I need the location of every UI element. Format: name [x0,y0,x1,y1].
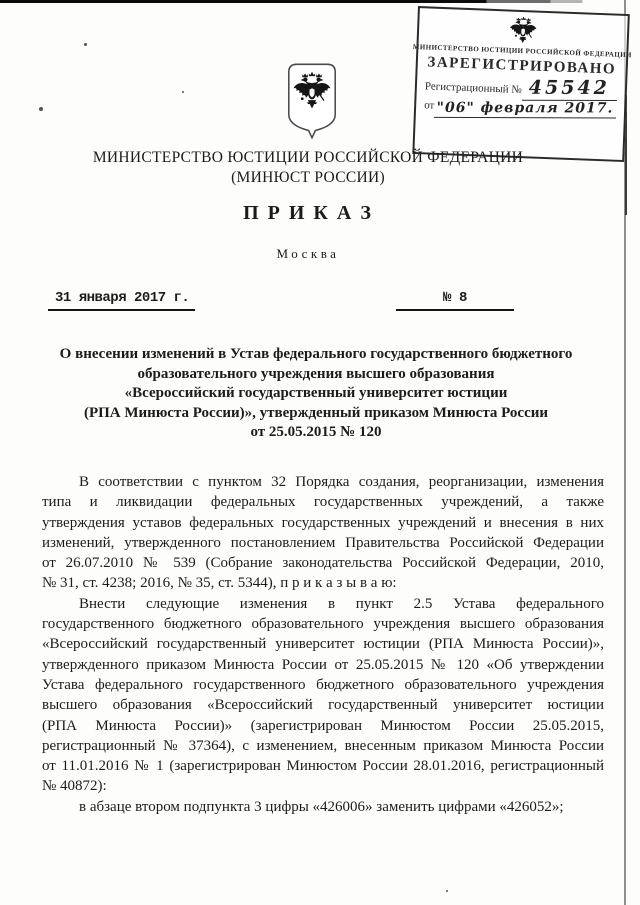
order-subject-title [8,345,624,443]
body-line: «Всероссийский государственный университет юстиции (РПА Минюста России)», [42,636,604,653]
scan-speck [84,43,87,46]
body-line: Устава федерального государственного бюджетного образовательного учреждения [42,676,604,693]
document-number: № 8 [396,290,514,311]
title-line: от 25.05.2015 № 120 [250,424,382,440]
document-type-heading: П Р И К А З [243,202,373,224]
body-line: от 11.01.2016 № 1 (зарегистрирован Минюстом России 28.01.2016, регистрационный [42,758,604,775]
body-line: (РПА Минюста России)» (зарегистрирован Минюстом России 25.05.2015, [42,717,604,734]
city-line: Москва [276,246,340,261]
title-line: «Всероссийский государственный университет юстиции [124,385,508,401]
stamp-registered-label: ЗАРЕГИСТРИРОВАНО [427,54,617,78]
stamp-date-row [416,97,624,122]
scan-speck [446,890,448,892]
stamp-date-prefix: от [423,99,435,112]
body-line: типа и ликвидации федеральных государственных учреждений, а также [42,494,604,511]
registration-stamp [412,6,630,162]
ministry-short-name: (МИНЮСТ РОССИИ) [231,169,385,186]
body-line: утверждения уставов федеральных государственных учреждений и внесения в них [42,514,604,531]
stamp-eagle-icon [503,14,544,46]
stamp-reg-number-value: 45542 [522,79,617,101]
body-line: регистрационный № 37364), с изменением, внесенным приказом Минюста России [42,737,604,754]
scan-edge-artifact-top [0,0,640,3]
body-line: от 26.07.2010 № 539 (Собрание законодательства Российской Федерации, 2010, [42,555,604,572]
body-line: изменений, утвержденного постановлением Правительства Российской Федерации [42,534,604,551]
body-line: Внести следующие изменения в пункт 2.5 Устава федерального [79,595,604,612]
body-line: № 31, ст. 4238; 2016, № 35, ст. 5344), п р и к а з ы в а ю: [42,575,397,592]
stamp-date-value: "06" февраля 2017. [434,101,616,119]
stamp-reg-number-label: Регистрационный № [424,80,523,97]
body-line: в абзаце втором подпункта 3 цифры «426006» заменить цифрами «426052»; [79,798,564,815]
body-line: высшего образования «Всероссийский государственный университет юстиции [42,697,604,714]
body-line: государственного бюджетного образовательного учреждения высшего образования [42,616,604,633]
body-line: № 40872): [42,778,107,795]
document-date: 31 января 2017 г. [48,290,195,311]
scan-speck [39,107,43,111]
body-line: В соответствии с пунктом 32 Порядка создания, реорганизации, изменения [79,474,604,490]
scan-speck [182,91,184,93]
title-line: (РПА Минюста России)», утвержденный приказом Минюста России [83,404,549,421]
ministry-name: МИНИСТЕРСТВО ЮСТИЦИИ РОССИЙСКОЙ ФЕДЕРАЦИИ [92,149,524,166]
order-body-text [42,472,604,817]
body-line: утвержденного приказом Минюста России от 25.05.2015 № 120 «Об утверждении [42,656,604,673]
ministry-coat-of-arms-icon [283,60,341,144]
stamp-ministry-line: МИНИСТЕРСТВО ЮСТИЦИИ РОССИЙСКОЙ ФЕДЕРАЦИИ [412,42,632,60]
title-line: образовательного учреждения высшего образования [137,365,495,382]
title-line: О внесении изменений в Устав федерального государственного бюджетного [59,346,573,362]
